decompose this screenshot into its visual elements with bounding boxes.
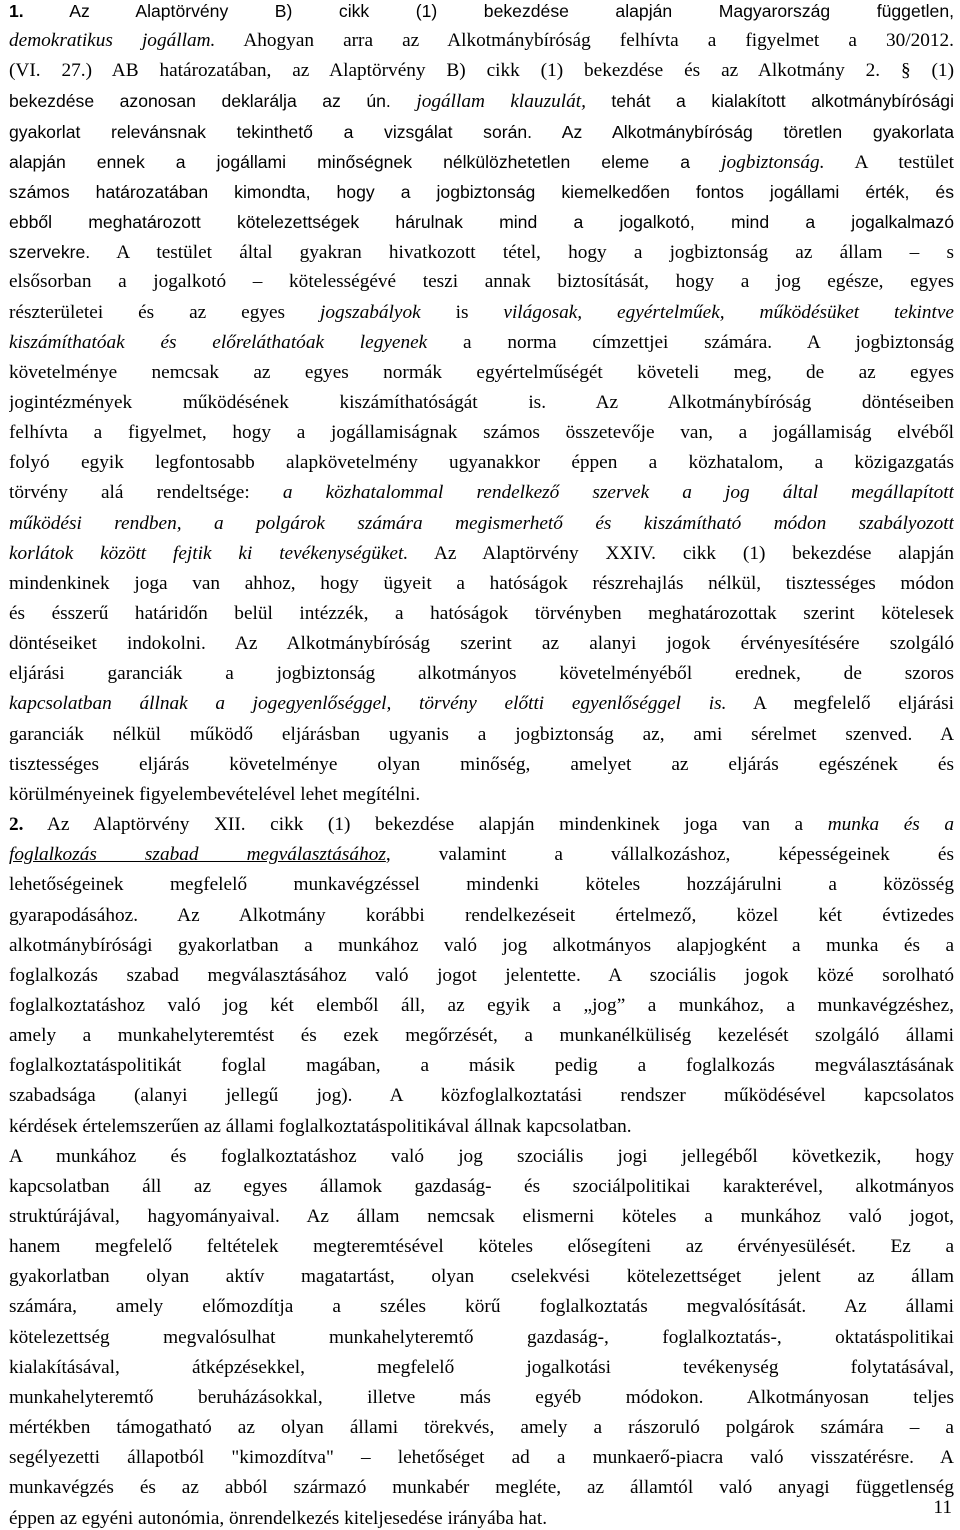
text-line bbox=[9, 935, 954, 957]
text-line bbox=[9, 302, 954, 324]
text-line bbox=[9, 693, 954, 715]
text-run: gyarapodásához. Az Alkotmány korábbi rendelkezéseit értelmező, közel két évtizedes bbox=[9, 904, 954, 926]
text-line bbox=[9, 1085, 954, 1107]
text-line bbox=[9, 211, 954, 234]
text-run: foglalkoztatáshoz való jog két elemből áll, az egyik a „jog” a munkához, a munkavégzéshez, bbox=[9, 994, 954, 1016]
text-line bbox=[9, 1357, 954, 1379]
text-line bbox=[9, 1417, 954, 1439]
text-run: amely a munkahelyteremtést és ezek megőrzését, a munkanélküliség kezelését szolgáló állami bbox=[9, 1025, 954, 1047]
text-run: éppen az egyéni autonómia, önrendelkezés kiteljesedése irányába hat. bbox=[9, 1507, 548, 1529]
text-run: számos határozatában kimondta, hogy a jogbiztonság kiemelkedően fontos jogállami érték, és bbox=[9, 181, 954, 202]
text-line bbox=[9, 995, 954, 1017]
text-run: és ésszerű határidőn belül intézzék, a hatóságok törvényben meghatározottak szerint kötelesek bbox=[9, 603, 954, 624]
text-line bbox=[9, 181, 954, 204]
text-run: szervekre. bbox=[9, 242, 91, 263]
text-run: a norma címzettjei számára. A jogbiztonság bbox=[427, 331, 954, 353]
text-run: foglalkoztatáspolitikát foglal magában, a másik pedig a foglalkozás megválasztásának bbox=[9, 1055, 954, 1077]
text-run: számára, amely előmozdítja a széles körű foglalkoztatás megvalósítását. Az állami bbox=[9, 1296, 954, 1318]
text-run: döntéseiket indokolni. Az Alkotmánybíróság szerint az alanyi jogok érvényesítésére szolgáló bbox=[9, 633, 954, 655]
text-line bbox=[9, 1206, 954, 1228]
text-run: szabadsága (alanyi jellegű jog). A közfoglalkoztatási rendszer működésével kapcsolatos bbox=[9, 1085, 954, 1107]
text-run: A testület által gyakran hivatkozott tétel, hogy a jogbiztonság az állam – s bbox=[90, 242, 954, 264]
text-run: Az Alaptörvény XII. cikk (1) bekezdése alapján mindenkinek joga van a bbox=[23, 814, 828, 836]
text-line bbox=[9, 573, 954, 595]
text-run: alapján ennek a jogállami minőségnek nélkülözhetetlen eleme a bbox=[9, 151, 722, 172]
text-line bbox=[9, 362, 954, 384]
text-line bbox=[9, 1387, 954, 1409]
page-number: 11 bbox=[933, 1497, 952, 1518]
text-run: A testület bbox=[824, 151, 954, 173]
text-run: A megfelelő eljárási bbox=[726, 693, 954, 715]
text-run: kialakításával, átképzésekkel, megfelelő jogalkotási tevékenység folytatásával, bbox=[9, 1356, 954, 1378]
text-line bbox=[9, 1296, 954, 1318]
text-line bbox=[9, 151, 954, 174]
text-run: jogállam klauzulát, bbox=[416, 91, 586, 113]
text-line bbox=[9, 844, 954, 866]
text-run: jogintézmények működésének kiszámíthatóságát is. Az Alkotmánybíróság döntéseiben bbox=[9, 391, 954, 413]
text-line bbox=[9, 724, 954, 746]
text-run: eljárási garanciák a jogbiztonság alkotmányos követelményéből erednek, de szoros bbox=[9, 663, 954, 685]
text-line bbox=[9, 60, 954, 82]
text-line bbox=[9, 392, 954, 414]
text-run: alkotmánybírósági gyakorlatban a munkához való jog alkotmányos alapjogként a munka és a bbox=[9, 934, 954, 956]
text-line bbox=[9, 1447, 954, 1469]
text-line bbox=[9, 1327, 954, 1349]
text-line bbox=[9, 513, 954, 535]
text-line bbox=[9, 1477, 954, 1499]
text-line bbox=[9, 965, 954, 987]
text-line bbox=[9, 905, 954, 927]
text-run: folyó egyik legfontosabb alapkövetelmény ugyanakkor éppen a közhatalom, a közigazgatás bbox=[9, 452, 954, 474]
text-run: körülményeinek figyelembevételével lehet megítélni. bbox=[9, 783, 421, 805]
text-line bbox=[9, 332, 954, 354]
text-run: munkahelyteremtő beruházásokkal, illetve más egyéb módokon. Alkotmányosan teljes bbox=[9, 1386, 954, 1408]
text-line bbox=[9, 1236, 954, 1258]
text-line bbox=[9, 0, 954, 23]
text-run: részterületei és az egyes bbox=[9, 301, 320, 323]
text-run: Az Alkotmánybíróság töretlen gyakorlata bbox=[532, 121, 954, 142]
text-line bbox=[9, 90, 954, 113]
text-run: , valamint a vállalkozáshoz, képességeinek és bbox=[385, 844, 954, 866]
text-line bbox=[9, 814, 954, 836]
text-run: jogbiztonság. bbox=[721, 151, 825, 173]
text-run: 1. bbox=[9, 1, 24, 21]
text-line bbox=[9, 1146, 954, 1168]
text-run: segélyezetti állapotból "kimozdítva" – lehetőséget ad a munkaerő-piacra való visszatérésre. A bbox=[9, 1447, 954, 1469]
text-run: kiszámíthatóak és előreláthatóak legyenek bbox=[9, 331, 428, 353]
text-run: munka és a bbox=[827, 814, 954, 836]
text-run: lehetőségeinek megfelelő munkavégzéssel mindenki köteles hozzájárulni a közösség bbox=[9, 874, 954, 896]
text-line bbox=[9, 452, 954, 474]
text-run: Ahogyan arra az Alkotmánybíróság felhívta a figyelmet a 30/2012. bbox=[215, 30, 954, 52]
text-run: demokratikus jogállam. bbox=[9, 30, 216, 52]
text-line bbox=[9, 543, 954, 565]
text-line bbox=[9, 1025, 954, 1047]
text-line bbox=[9, 633, 954, 655]
text-run: gyakorlat relevánsnak tekinthető a vizsgálat során. bbox=[9, 121, 533, 142]
text-line bbox=[9, 271, 954, 293]
text-run: A munkához és foglalkoztatáshoz való jog szociális jogi jellegéből következik, hogy bbox=[9, 1145, 954, 1167]
text-line bbox=[9, 754, 954, 776]
text-run: tehát a kialakított alkotmánybírósági bbox=[585, 91, 954, 112]
text-line bbox=[9, 874, 954, 896]
text-run: mértékben támogatható az olyan állami törekvés, amely a rászoruló polgárok számára – a bbox=[9, 1417, 954, 1439]
text-run: követelménye nemcsak az egyes normák egyértelműségét követeli meg, de az egyes bbox=[9, 361, 954, 383]
text-line bbox=[9, 1266, 954, 1288]
text-run: ebből meghatározott kötelezettségek hárulnak mind a jogalkotó, mind a jogalkalmazó bbox=[9, 212, 954, 233]
text-line bbox=[9, 603, 954, 625]
text-run: korlátok között fejtik ki tevékenységüket. bbox=[9, 542, 409, 564]
text-line bbox=[9, 1508, 954, 1530]
text-run: garanciák nélkül működő eljárásban ugyanis a jogbiztonság az, ami sérelmet szenved. A bbox=[9, 723, 954, 745]
text-run: foglalkozás szabad megválasztásához bbox=[9, 844, 386, 866]
text-run: hanem megfelelő feltételek megteremtésével köteles elősegíteni az érvényesülését. Ez a bbox=[9, 1236, 954, 1258]
text-line bbox=[9, 30, 954, 52]
text-run: mindenkinek joga van ahhoz, hogy ügyeit a hatóságok részrehajlás nélkül, tisztességes módon bbox=[9, 572, 954, 594]
text-line bbox=[9, 1176, 954, 1198]
text-line bbox=[9, 784, 954, 806]
text-line bbox=[9, 422, 954, 444]
text-run: kérdések értelemszerűen az állami foglalkoztatáspolitikával állnak kapcsolatban. bbox=[9, 1115, 632, 1137]
text-run: Az Alaptörvény XXIV. cikk (1) bekezdése alapján bbox=[408, 542, 954, 564]
text-run: bekezdése azonosan deklarálja az ún. bbox=[9, 91, 417, 112]
text-run: (VI. 27.) AB határozatában, az Alaptörvény B) cikk (1) bekezdése és az Alkotmány 2. § (1) bbox=[9, 60, 954, 82]
text-run: elsősorban a jogalkotó – kötelességévé teszi annak biztosítását, hogy a jog egésze, egyes bbox=[9, 271, 954, 293]
text-run: foglalkozás szabad megválasztásához való jogot jelentette. A szociális jogok közé sorolható bbox=[9, 964, 954, 986]
text-run: gyakorlatban olyan aktív magatartást, olyan cselekvési kötelezettséget jelent az állam bbox=[9, 1266, 954, 1288]
text-run: 2. bbox=[9, 814, 24, 836]
text-run: a közhatalommal rendelkező szervek a jog által megállapított bbox=[282, 482, 954, 504]
text-line bbox=[9, 482, 954, 504]
text-run: törvény alá rendeltsége: bbox=[9, 482, 283, 504]
text-run: felhívta a figyelmet, hogy a jogállamiságnak számos összetevője van, a jogállamiság elvéből bbox=[9, 422, 954, 444]
text-line bbox=[9, 1116, 954, 1138]
text-run: működési rendben, a polgárok számára megismerhető és kiszámítható módon szabályozott bbox=[9, 512, 954, 534]
text-run: világosak, egyértelműek, működésüket tekintve bbox=[503, 301, 954, 323]
text-run: Az Alaptörvény B) cikk (1) bekezdése alapján Magyarország független, bbox=[23, 1, 954, 21]
text-run: kapcsolatban állnak a jogegyenlőséggel, törvény előtti egyenlőséggel is. bbox=[9, 693, 727, 715]
text-line bbox=[9, 663, 954, 685]
text-line bbox=[9, 121, 954, 144]
text-run: struktúrájával, hagyományaival. Az állam nemcsak elismerni köteles a munkához való jogot, bbox=[9, 1206, 954, 1227]
text-run: kapcsolatban áll az egyes államok gazdaság- és szociálpolitikai karakterével, alkotmányos bbox=[9, 1175, 954, 1197]
text-line bbox=[9, 241, 954, 264]
text-run: kötelezettség megvalósulhat munkahelyteremtő gazdaság-, foglalkoztatás-, oktatáspolitikai bbox=[9, 1326, 954, 1348]
text-line bbox=[9, 1055, 954, 1077]
text-run: jogszabályok bbox=[319, 301, 421, 323]
text-run: munkavégzés és az abból származó munkabér megléte, az államtól való anyagi függetlenség bbox=[9, 1477, 954, 1499]
text-run: tisztességes eljárás követelménye olyan minőség, amelyet az eljárás egészének és bbox=[9, 753, 954, 775]
text-run: is bbox=[420, 301, 504, 323]
